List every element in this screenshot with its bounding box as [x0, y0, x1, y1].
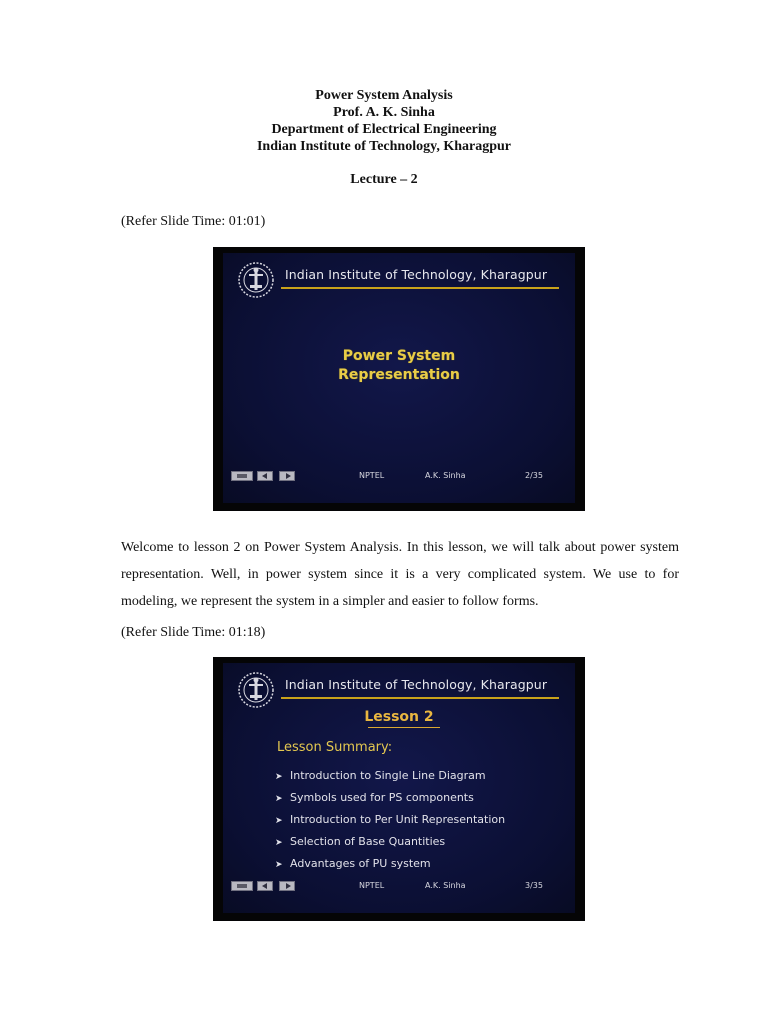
slide-canvas [223, 663, 575, 913]
iit-kharagpur-logo [237, 671, 275, 709]
next-arrow-icon [279, 471, 295, 481]
slide-canvas [223, 253, 575, 503]
list-item [275, 809, 505, 831]
slide-footer [223, 471, 575, 485]
bullet-arrow-icon: ➤ [275, 772, 283, 782]
summary-heading: Lesson Summary: [277, 740, 393, 755]
footer-nptel: NPTEL [359, 881, 385, 890]
bullet-arrow-icon: ➤ [275, 794, 283, 804]
slide-image-1 [213, 247, 585, 511]
lecture-number: Lecture – 2 [350, 172, 418, 187]
footer-nptel: NPTEL [359, 471, 385, 480]
list-item-text: Introduction to Per Unit Representation [290, 813, 506, 826]
department-name: Department of Electrical Engineering [271, 122, 497, 137]
home-nav-icon [231, 471, 253, 481]
lesson-title-underline [368, 727, 440, 728]
institute-name: Indian Institute of Technology, Kharagpur [256, 139, 511, 154]
slide-footer [223, 881, 575, 895]
list-item-text: Selection of Base Quantities [290, 835, 446, 848]
list-item-text: Advantages of PU system [290, 857, 431, 870]
list-item [275, 765, 505, 787]
document-header [0, 87, 768, 155]
slide-time-reference: (Refer Slide Time: 01:01) [121, 214, 266, 229]
slide-institute-title: Indian Institute of Technology, Kharagpur [285, 677, 548, 692]
iit-kharagpur-logo [237, 261, 275, 299]
summary-list [275, 765, 505, 875]
bullet-arrow-icon: ➤ [275, 860, 283, 870]
slide-title-line: Representation [338, 367, 460, 383]
list-item [275, 787, 505, 809]
prev-arrow-icon [257, 881, 273, 891]
slide-title [223, 347, 575, 385]
title-rule [281, 697, 559, 699]
slide-institute-title: Indian Institute of Technology, Kharagpur [285, 267, 548, 282]
slide-title-line: Power System [342, 348, 456, 364]
slide-image-2 [213, 657, 585, 921]
next-arrow-icon [279, 881, 295, 891]
footer-page-number: 2/35 [525, 471, 543, 480]
bullet-arrow-icon: ➤ [275, 838, 283, 848]
list-item [275, 831, 505, 853]
list-item-text: Symbols used for PS components [290, 791, 474, 804]
title-rule [281, 287, 559, 289]
list-item-text: Introduction to Single Line Diagram [290, 769, 486, 782]
slide-time-reference: (Refer Slide Time: 01:18) [121, 625, 266, 640]
footer-author: A.K. Sinha [425, 881, 466, 890]
bullet-arrow-icon: ➤ [275, 816, 283, 826]
footer-author: A.K. Sinha [425, 471, 466, 480]
footer-page-number: 3/35 [525, 881, 543, 890]
prev-arrow-icon [257, 471, 273, 481]
course-title: Power System Analysis [315, 88, 453, 103]
body-paragraph: Welcome to lesson 2 on Power System Analysis. In this lesson, we will talk about power system representation. Well, in power system since it is a very complicated system. We use to for modeling, we represent the system in a simpler and easier to follow forms. [121, 540, 679, 609]
lesson-title: Lesson 2 [364, 709, 434, 725]
professor-name: Prof. A. K. Sinha [333, 105, 435, 120]
list-item [275, 853, 505, 875]
home-nav-icon [231, 881, 253, 891]
